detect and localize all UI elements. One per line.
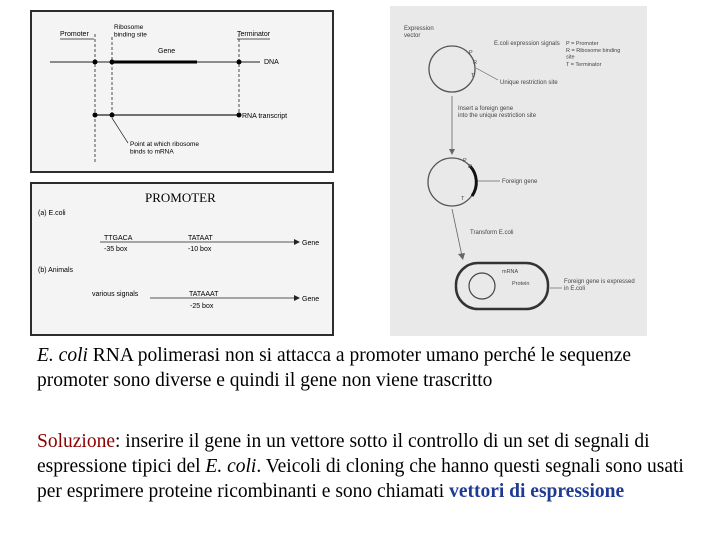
mrna-label: mRNA <box>502 269 519 275</box>
legend-r: R = Ribosome binding site <box>566 48 621 61</box>
gene-label-b: Gene <box>302 296 320 303</box>
expression-vector-figure <box>390 6 647 336</box>
r2-label: R <box>468 164 472 170</box>
ecoli-italic-2: E. coli <box>205 456 257 477</box>
t1-label: T <box>471 73 475 79</box>
insert-step-label: Insert a foreign gene into the unique restriction site <box>458 106 537 119</box>
protein-label: Protein <box>512 281 530 287</box>
promoter-label: Promoter <box>60 31 89 38</box>
tataat-label: TATAAT <box>188 235 213 242</box>
ecoli-signals-label: E.coli expression signals <box>494 41 560 47</box>
problem-text: RNA polimerasi non si attacca a promoter umano perché le sequenze promoter sono diverse e quindi il gene non viene trascritto <box>37 345 632 391</box>
expressed-label: Foreign gene is expressed in E.coli <box>564 279 635 292</box>
vector-label: Expression vector <box>404 26 434 39</box>
t2-label: T <box>461 196 465 202</box>
gene-label-a: Gene <box>302 240 320 247</box>
animals-row-label: (b) Animals <box>38 267 74 274</box>
problem-paragraph <box>37 343 707 393</box>
dna-transcript-figure <box>30 10 334 173</box>
rbs-label: Ribosome binding site <box>114 24 147 39</box>
box25-label: -25 box <box>190 303 214 310</box>
box35-label: -35 box <box>104 246 128 253</box>
solution-text-b: . Veicoli di cloning che hanno questi segnali sono usati per esprimere proteine ricombinanti e sono chiamati <box>37 456 684 502</box>
ecoli-italic: E. coli <box>37 345 88 366</box>
ttgaca-label: TTGACA <box>104 235 133 242</box>
promoter-title: PROMOTER <box>145 190 216 205</box>
promoter-diagram <box>32 184 332 334</box>
rna-label: RNA transcript <box>242 113 288 120</box>
p1-label: P <box>469 50 473 56</box>
solution-label: Soluzione <box>37 431 115 452</box>
legend-t: T = Terminator <box>566 62 602 68</box>
expression-vector-diagram <box>390 6 647 336</box>
restriction-site-label: Unique restriction site <box>500 80 558 86</box>
solution-paragraph <box>37 429 707 504</box>
r1-label: R <box>473 60 477 66</box>
dna-label: DNA <box>264 59 279 66</box>
legend-p: P = Promoter <box>566 41 599 47</box>
expression-vectors-highlight: vettori di espressione <box>449 481 625 502</box>
dna-transcript-diagram <box>32 12 332 171</box>
box10-label: -10 box <box>188 246 212 253</box>
ecoli-row-label: (a) E.coli <box>38 210 66 217</box>
various-signals-label: various signals <box>92 291 139 298</box>
ribosome-point-label: Point at which ribosome binds to mRNA <box>130 141 200 156</box>
tataaat-label: TATAAAT <box>189 291 219 298</box>
gene-label: Gene <box>158 48 176 55</box>
solution-text-a: : inserire il gene in un vettore sotto il controllo di un set di segnali di espressione tipici del <box>37 431 650 477</box>
p2-label: P <box>463 158 467 164</box>
transform-label: Transform E.coli <box>470 230 514 236</box>
foreign-gene-label: Foreign gene <box>502 179 538 185</box>
terminator-label: Terminator <box>237 31 271 38</box>
